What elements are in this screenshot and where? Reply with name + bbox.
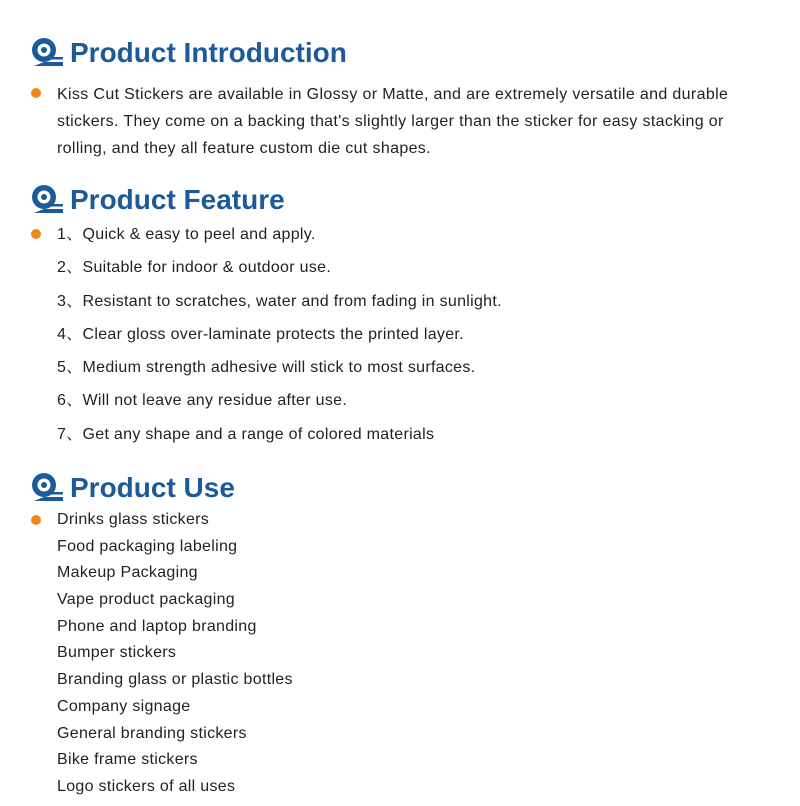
intro-title: Product Introduction (70, 37, 347, 68)
use-item: Bumper stickers (57, 644, 177, 662)
use-item: Company signage (57, 697, 191, 715)
use-item: Phone and laptop branding (57, 617, 257, 635)
use-item: Branding glass or plastic bottles (57, 671, 293, 689)
feature-item: 5、Medium strength adhesive will stick to most surfaces. (57, 359, 476, 377)
use-item: Logo stickers of all uses (57, 777, 236, 795)
tape-roll-icon (30, 183, 64, 217)
tape-roll-icon (30, 36, 64, 70)
use-heading (30, 468, 235, 508)
use-title: Product Use (70, 472, 235, 503)
use-bullet (31, 515, 41, 525)
intro-paragraph: Kiss Cut Stickers are available in Glossy or Matte, and are extremely versatile and durable stickers. They come on a backing that's slightly larger than the sticker for easy stacking or rolling, and they all feature custom die cut shapes. (57, 86, 729, 157)
feature-item: 6、Will not leave any residue after use. (57, 392, 348, 410)
intro-heading (30, 33, 347, 73)
intro-bullet (31, 88, 41, 98)
feature-list (57, 225, 502, 458)
feature-item: 4、Clear gloss over-laminate protects the printed layer. (57, 325, 464, 343)
feature-item: 3、Resistant to scratches, water and from fading in sunlight. (57, 292, 502, 310)
use-item: Vape product packaging (57, 591, 235, 609)
feature-item: 2、Suitable for indoor & outdoor use. (57, 259, 332, 277)
use-list (57, 510, 293, 804)
use-item: Makeup Packaging (57, 564, 198, 582)
use-item: Drinks glass stickers (57, 511, 210, 528)
use-item: Food packaging labeling (57, 537, 238, 555)
use-item: Bike frame stickers (57, 751, 198, 769)
feature-title: Product Feature (70, 184, 285, 215)
feature-bullet (31, 229, 41, 239)
tape-roll-icon (30, 471, 64, 505)
feature-item: 1、Quick & easy to peel and apply. (57, 226, 316, 243)
use-item: General branding stickers (57, 724, 247, 742)
feature-heading (30, 180, 285, 220)
feature-item: 7、Get any shape and a range of colored materials (57, 425, 435, 443)
